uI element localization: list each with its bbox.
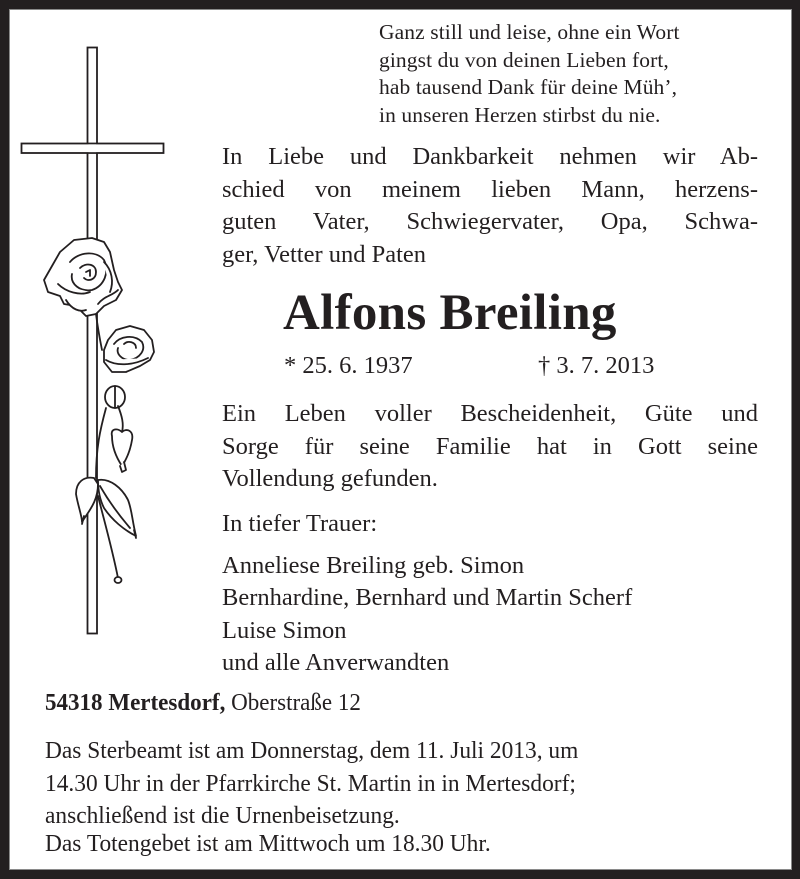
mourning-label: In tiefer Trauer: [222, 510, 378, 537]
address-street: Oberstraße 12 [231, 689, 361, 716]
poem-line: gingst du von deinen Lieben fort, [379, 47, 669, 72]
intro-line: ger, Vetter und Paten [222, 240, 427, 268]
deceased-name: Alfons Breiling [283, 285, 617, 341]
service-line: 14.30 Uhr in der Pfarrkirche St. Martin in in Mertesdorf; [45, 769, 576, 797]
address-city: 54318 Mertesdorf, [45, 689, 226, 716]
mourner: Bernhardine, Bernhard und Martin Scherf [222, 584, 633, 612]
death-date: † 3. 7. 2013 [538, 352, 655, 379]
mourner: Luise Simon [222, 616, 347, 644]
service-info [45, 735, 752, 833]
mourners-list [222, 550, 632, 679]
intro-line: schied von meinem lieben Mann, herzens- [222, 175, 758, 203]
life-statement [222, 398, 758, 496]
birth-date: * 25. 6. 1937 [284, 352, 413, 379]
life-line: Sorge für seine Familie hat in Gott seine [222, 432, 758, 460]
poem-line: hab tausend Dank für deine Müh’, [379, 75, 678, 99]
mourner: Anneliese Breiling geb. Simon [222, 552, 525, 579]
service-line: anschließend ist die Urnenbeisetzung. [45, 802, 400, 829]
intro-text [222, 141, 758, 271]
service-line: Das Sterbeamt ist am Donnerstag, dem 11. Juli 2013, um [45, 737, 579, 764]
vigil-info: Das Totengebet ist am Mittwoch um 18.30 Uhr. [45, 830, 491, 857]
life-line: Ein Leben voller Bescheidenheit, Güte und [222, 400, 758, 427]
intro-line: guten Vater, Schwiegervater, Opa, Schwa- [222, 208, 758, 235]
poem [379, 19, 680, 129]
life-line: Vollendung gefunden. [222, 465, 438, 492]
intro-line: In Liebe und Dankbarkeit nehmen wir Ab- [222, 143, 758, 170]
poem-line: Ganz still und leise, ohne ein Wort [379, 20, 680, 44]
family-address [45, 689, 361, 717]
poem-line: in unseren Herzen stirbst du nie. [379, 102, 661, 127]
mourner: und alle Anverwandten [222, 648, 450, 676]
